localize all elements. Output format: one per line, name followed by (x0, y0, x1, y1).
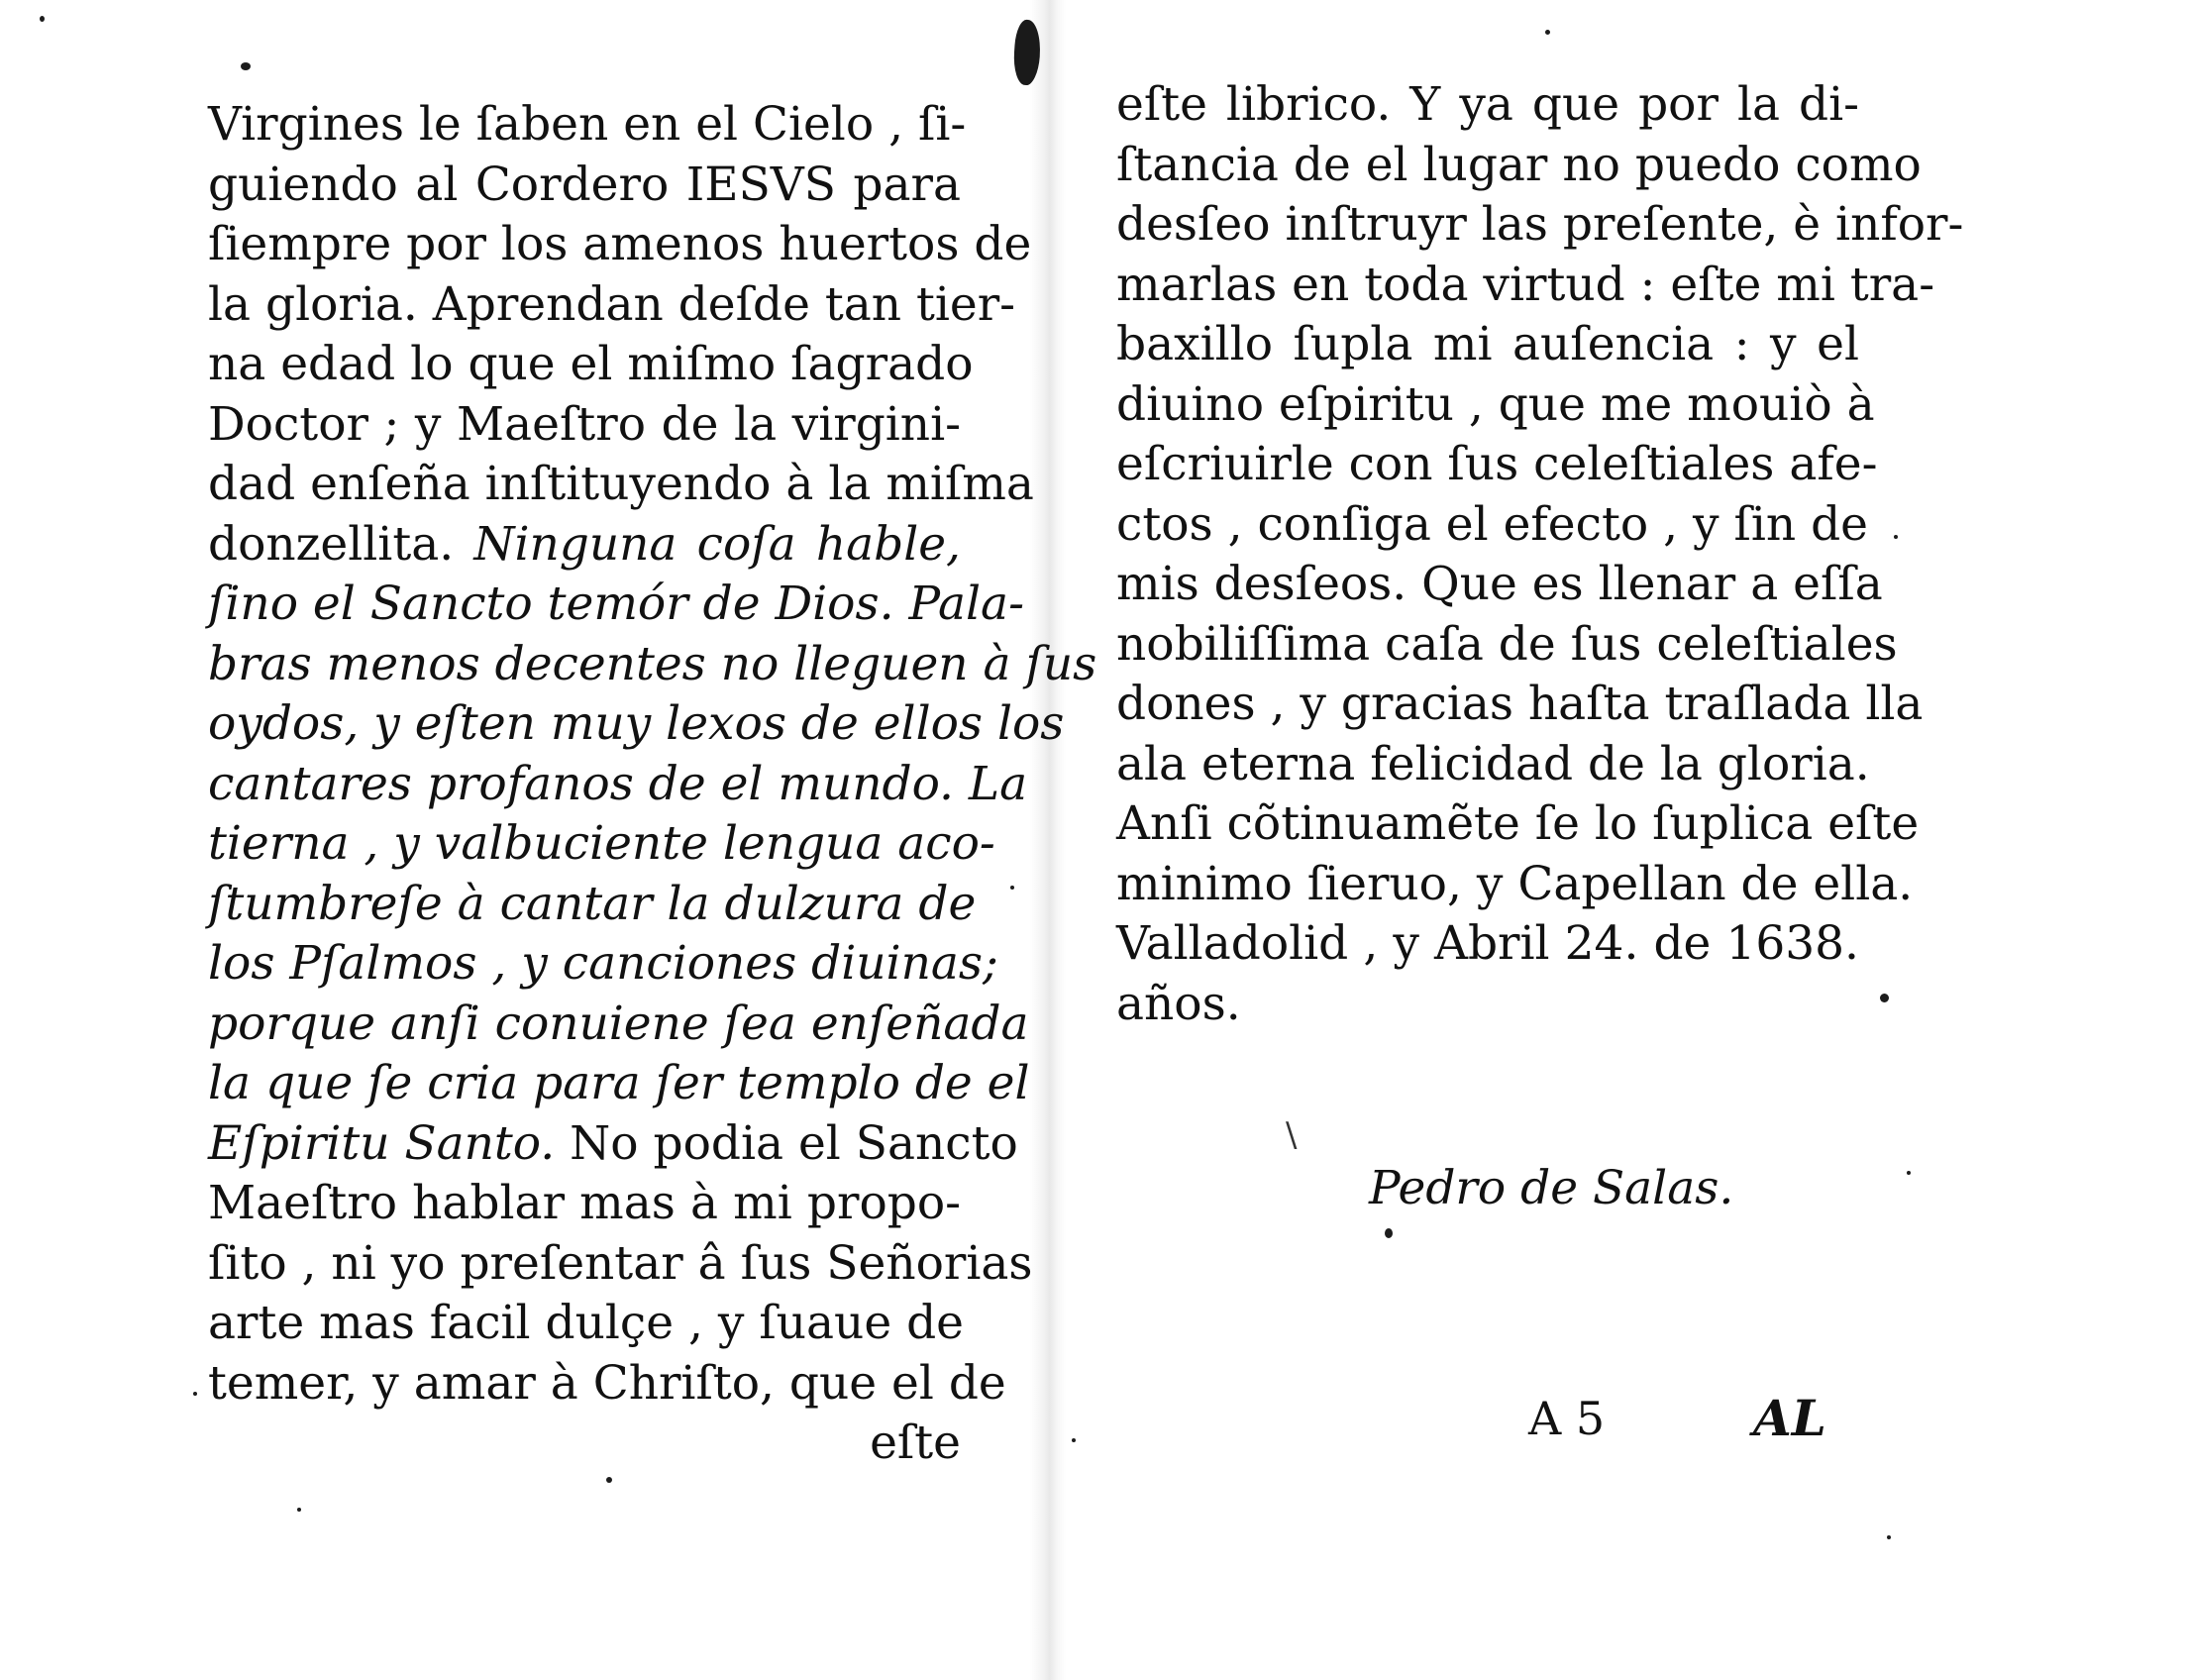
ink-speck (1894, 535, 1898, 539)
text-line: temer, y amar à Chriſto, que el de (208, 1355, 1006, 1411)
text-line: guiendo al Cordero IESVS para (208, 157, 961, 212)
text-line: eſte librico. Y ya que por la di- (1116, 77, 1859, 132)
text-line: Maeſtro hablar mas à mi propo- (208, 1176, 961, 1230)
catchword-left: eſte (870, 1416, 961, 1470)
text-line: ſito , ni yo preſentar â ſus Señorias (208, 1235, 1033, 1291)
text-line: nobiliſſima caſa de ſus celeſtiales (1116, 616, 1898, 672)
text-line: mis desſeos. Que es llenar a eſſa (1116, 557, 1883, 611)
text-line: Doctor ; y Maeſtro de la virgini- (208, 396, 961, 452)
text-line: cantares profanos de el mundo. La (208, 756, 1028, 811)
text-line: diuino eſpiritu , que me mouiò à (1116, 376, 1875, 432)
text-line: dones , y gracias haſta traſlada lla (1116, 677, 1924, 731)
text-line: ſtancia de el lugar no puedo como (1116, 137, 1922, 192)
stray-mark-icon: \ (1286, 1115, 1298, 1155)
ink-speck (1545, 30, 1550, 35)
text-line: marlas en toda virtud : eſte mi tra- (1116, 257, 1935, 312)
right-page-text (1116, 75, 1964, 1034)
text-line: eſcriuirle con ſus celeſtiales afe- (1116, 437, 1878, 491)
italic-fragment: Eſpiritu Santo. (208, 1115, 556, 1171)
text-fragment: No podia el Sancto (570, 1115, 1018, 1171)
text-line: ctos , conſiga el efecto , y ſin de (1116, 496, 1868, 552)
ink-speck (1385, 1228, 1393, 1238)
text-line: la que ſe cria para ſer templo de el (208, 1056, 1030, 1110)
left-page-text (208, 95, 1097, 1474)
ink-speck (297, 1508, 301, 1512)
ink-speck (1010, 886, 1014, 890)
text-line: porque anſi conuiene ſea enſeñada (208, 996, 1029, 1051)
text-line: na edad lo que el miſmo ſagrado (208, 337, 974, 391)
ink-speck (40, 16, 45, 22)
text-line: minimo ſieruo, y Capellan de ella. (1116, 856, 1914, 911)
text-line: arte mas facil dulçe , y ſuaue de (208, 1296, 964, 1350)
text-line: Virgines le ſaben en el Cielo , ſi- (208, 97, 967, 152)
ink-speck (606, 1477, 612, 1483)
ink-speck (241, 62, 251, 70)
text-fragment: donzellita. (208, 516, 455, 572)
ink-speck (1072, 1438, 1076, 1442)
text-line: desſeo inſtruyr las preſente, è infor- (1116, 197, 1964, 252)
text-line: Valladolid , y Abril 24. de 1638. (1116, 916, 1859, 971)
text-line: bras menos decentes no lleguen à ſus (208, 636, 1097, 691)
text-line: Anſi cõtinuamẽte ſe lo ſuplica eſte (1116, 796, 1920, 851)
ink-speck (1880, 994, 1889, 1002)
text-line: años. (1116, 976, 1241, 1031)
ink-speck (1887, 1535, 1891, 1539)
text-line: ſiempre por los amenos huertos de (208, 217, 1032, 271)
text-line: los Pſalmos , y canciones diuinas; (208, 936, 998, 991)
italic-fragment: Ninguna coſa hable, (473, 516, 961, 572)
text-line: oydos, y eſten muy lexos de ellos los (208, 696, 1065, 751)
text-line: ſino el Sancto temór de Dios. Pala- (208, 577, 1024, 631)
ink-speck (193, 1392, 197, 1396)
text-line: baxillo ſupla mi auſencia : y el (1116, 317, 1859, 371)
signature-mark: A 5 (1528, 1392, 1606, 1445)
text-line: la gloria. Aprendan deſde tan tier- (208, 276, 1016, 332)
text-line: dad enſeña inſtituyendo à la miſma (208, 457, 1034, 511)
text-line: tierna , y valbuciente lengua aco- (208, 816, 995, 871)
signature: Pedro de Salas. (1369, 1161, 1734, 1215)
ink-speck (1907, 1171, 1911, 1175)
text-line-mixed (208, 1114, 1018, 1175)
catchword: AL (1753, 1389, 1826, 1447)
text-line: ſtumbreſe à cantar la dulzura de (208, 876, 977, 931)
text-line: ala eterna felicidad de la gloria. (1116, 736, 1870, 791)
text-line-mixed (208, 515, 961, 576)
